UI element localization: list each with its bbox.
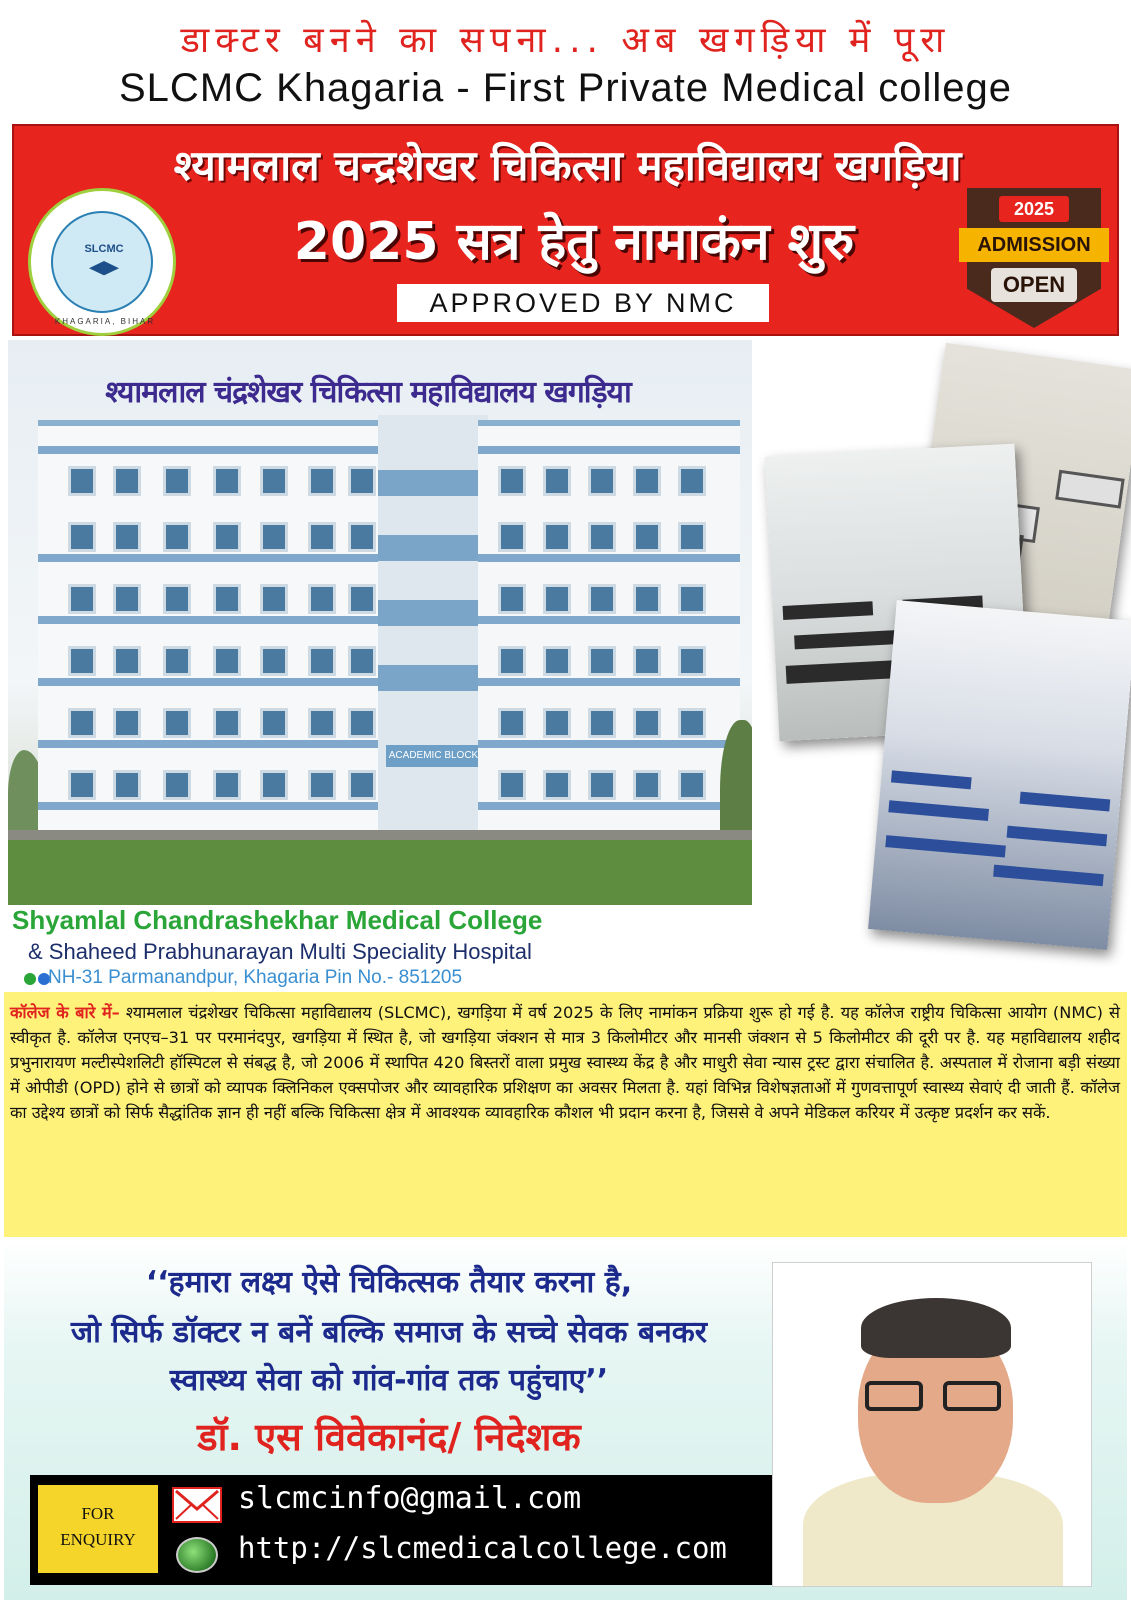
director-portrait — [772, 1262, 1092, 1587]
graduation-cap-icon — [89, 261, 119, 279]
for-enquiry-label — [38, 1485, 158, 1573]
building-left-wing — [38, 420, 383, 860]
about-body: श्यामलाल चंद्रशेखर चिकित्सा महाविद्यालय (SLCMC), खगड़िया में वर्ष 2025 के लिए नामांकन प्रक्रिया शुरू हो गई है. यह कॉलेज राष्ट्रीय चिकित्सा आयोग (NMC) से स्वीकृत है. कॉलेज एनएच–31 पर परमानंदपुर, खगड़िया में स्थित है, जो खगड़िया जंक्शन से मात्र 3 किलोमीटर और मानसी जंक्शन से 5 किलोमीटर की दूरी पर है. यह महाविद्यालय शहीद प्रभुनारायण मल्टीस्पेशलिटी हॉस्पिटल से संबद्ध है, जो 2006 में स्थापित 420 बिस्तरों वाला प्रमुख स्वास्थ्य केंद्र है और माधुरी सेवा न्यास ट्रस्ट द्वारा संचालित है. अस्पताल में रोजाना बड़ी संख्या में ओपीडी (OPD) होने से छात्रों को व्यापक क्लिनिकल एक्सपोजर और व्यावहारिक प्रशिक्षण का अवसर मिलता है. यहां विभिन्न विशेषज्ञताओं में गुणवत्तापूर्ण स्वास्थ्य सेवाएं दी जाती हैं. कॉलेज का उद्देश्य छात्रों को सिर्फ सैद्धांतिक ज्ञान ही नहीं बल्कि चिकित्सा क्षेत्र में आवश्यक व्यावहारिक कौशल भी प्रदान करना है, जिससे वे अपने मेडिकल करियर में उत्कृष्ट प्रदर्शन कर सकें. — [10, 1003, 1121, 1122]
hospital-name: & Shaheed Prabhunarayan Multi Speciality Hospital — [28, 939, 532, 964]
logo-text: SLCMC — [84, 243, 124, 255]
college-name-english: Shyamlal Chandrashekhar Medical College — [12, 905, 543, 935]
quote-line-3: स्वास्थ्य सेवा को गांव-गांव तक पहुंचाए’’ — [169, 1363, 609, 1398]
academic-block-sign: ACADEMIC BLOCK — [386, 745, 481, 767]
badge-admission: ADMISSION — [959, 228, 1109, 262]
balcony — [378, 600, 488, 626]
quote-line-2: जो सिर्फ डॉक्टर न बनें बल्कि समाज के सच्चे सेवक बनकर — [70, 1315, 708, 1350]
portrait-hair — [861, 1298, 1011, 1358]
admission-headline: 2025 सत्र हेतु नामाकंन शुरु — [293, 212, 855, 272]
quote-line-1: ‘‘हमारा लक्ष्य ऐसे चिकित्सक तैयार करना है, — [145, 1265, 633, 1300]
admission-banner — [12, 124, 1119, 336]
facility-photo-collage — [752, 340, 1131, 990]
about-college-section — [4, 992, 1127, 1237]
logo-subtext: KHAGARIA, BIHAR — [54, 317, 156, 326]
balcony — [378, 665, 488, 691]
enquiry-website[interactable]: http://slcmedicalcollege.com — [238, 1531, 727, 1565]
about-label: कॉलेज के बारे में– — [10, 1003, 120, 1022]
badge-year: 2025 — [999, 196, 1069, 222]
about-paragraph — [10, 1000, 1120, 1125]
mail-icon — [172, 1487, 222, 1523]
tagline: डाक्टर बनने का सपना... अब खगड़िया में पूरा — [180, 20, 951, 61]
enquiry-label-line2: ENQUIRY — [60, 1530, 136, 1549]
college-caption — [8, 905, 753, 995]
building-roof-sign: श्यामलाल चंद्रशेखर चिकित्सा महाविद्यालय खगड़िया — [105, 375, 631, 410]
enquiry-email[interactable]: slcmcinfo@gmail.com — [238, 1481, 582, 1516]
bullet-dot-icon — [24, 973, 36, 985]
college-logo — [28, 188, 176, 336]
enquiry-strip — [30, 1475, 772, 1585]
globe-icon — [176, 1537, 218, 1573]
logo-emblem — [51, 211, 153, 313]
director-name: डॉ. एस विवेकानंद/ निदेशक — [197, 1415, 581, 1459]
badge-open: OPEN — [991, 268, 1077, 302]
glasses-icon — [865, 1381, 1007, 1411]
admission-open-badge — [959, 188, 1109, 330]
balcony — [378, 535, 488, 561]
college-building-photo — [8, 340, 753, 910]
laboratory-photo — [868, 600, 1131, 950]
balcony — [378, 470, 488, 496]
college-name-hindi: श्यामलाल चन्द्रशेखर चिकित्सा महाविद्यालय खगड़िया — [173, 141, 962, 190]
lawn — [8, 840, 753, 910]
header-title: SLCMC Khagaria - First Private Medical college — [119, 66, 1012, 110]
building-right-wing — [478, 420, 740, 860]
approved-label: APPROVED BY NMC — [397, 284, 769, 322]
enquiry-label-line1: FOR — [81, 1504, 115, 1523]
college-address: NH-31 Parmanandpur, Khagaria Pin No.- 851205 — [48, 967, 463, 988]
